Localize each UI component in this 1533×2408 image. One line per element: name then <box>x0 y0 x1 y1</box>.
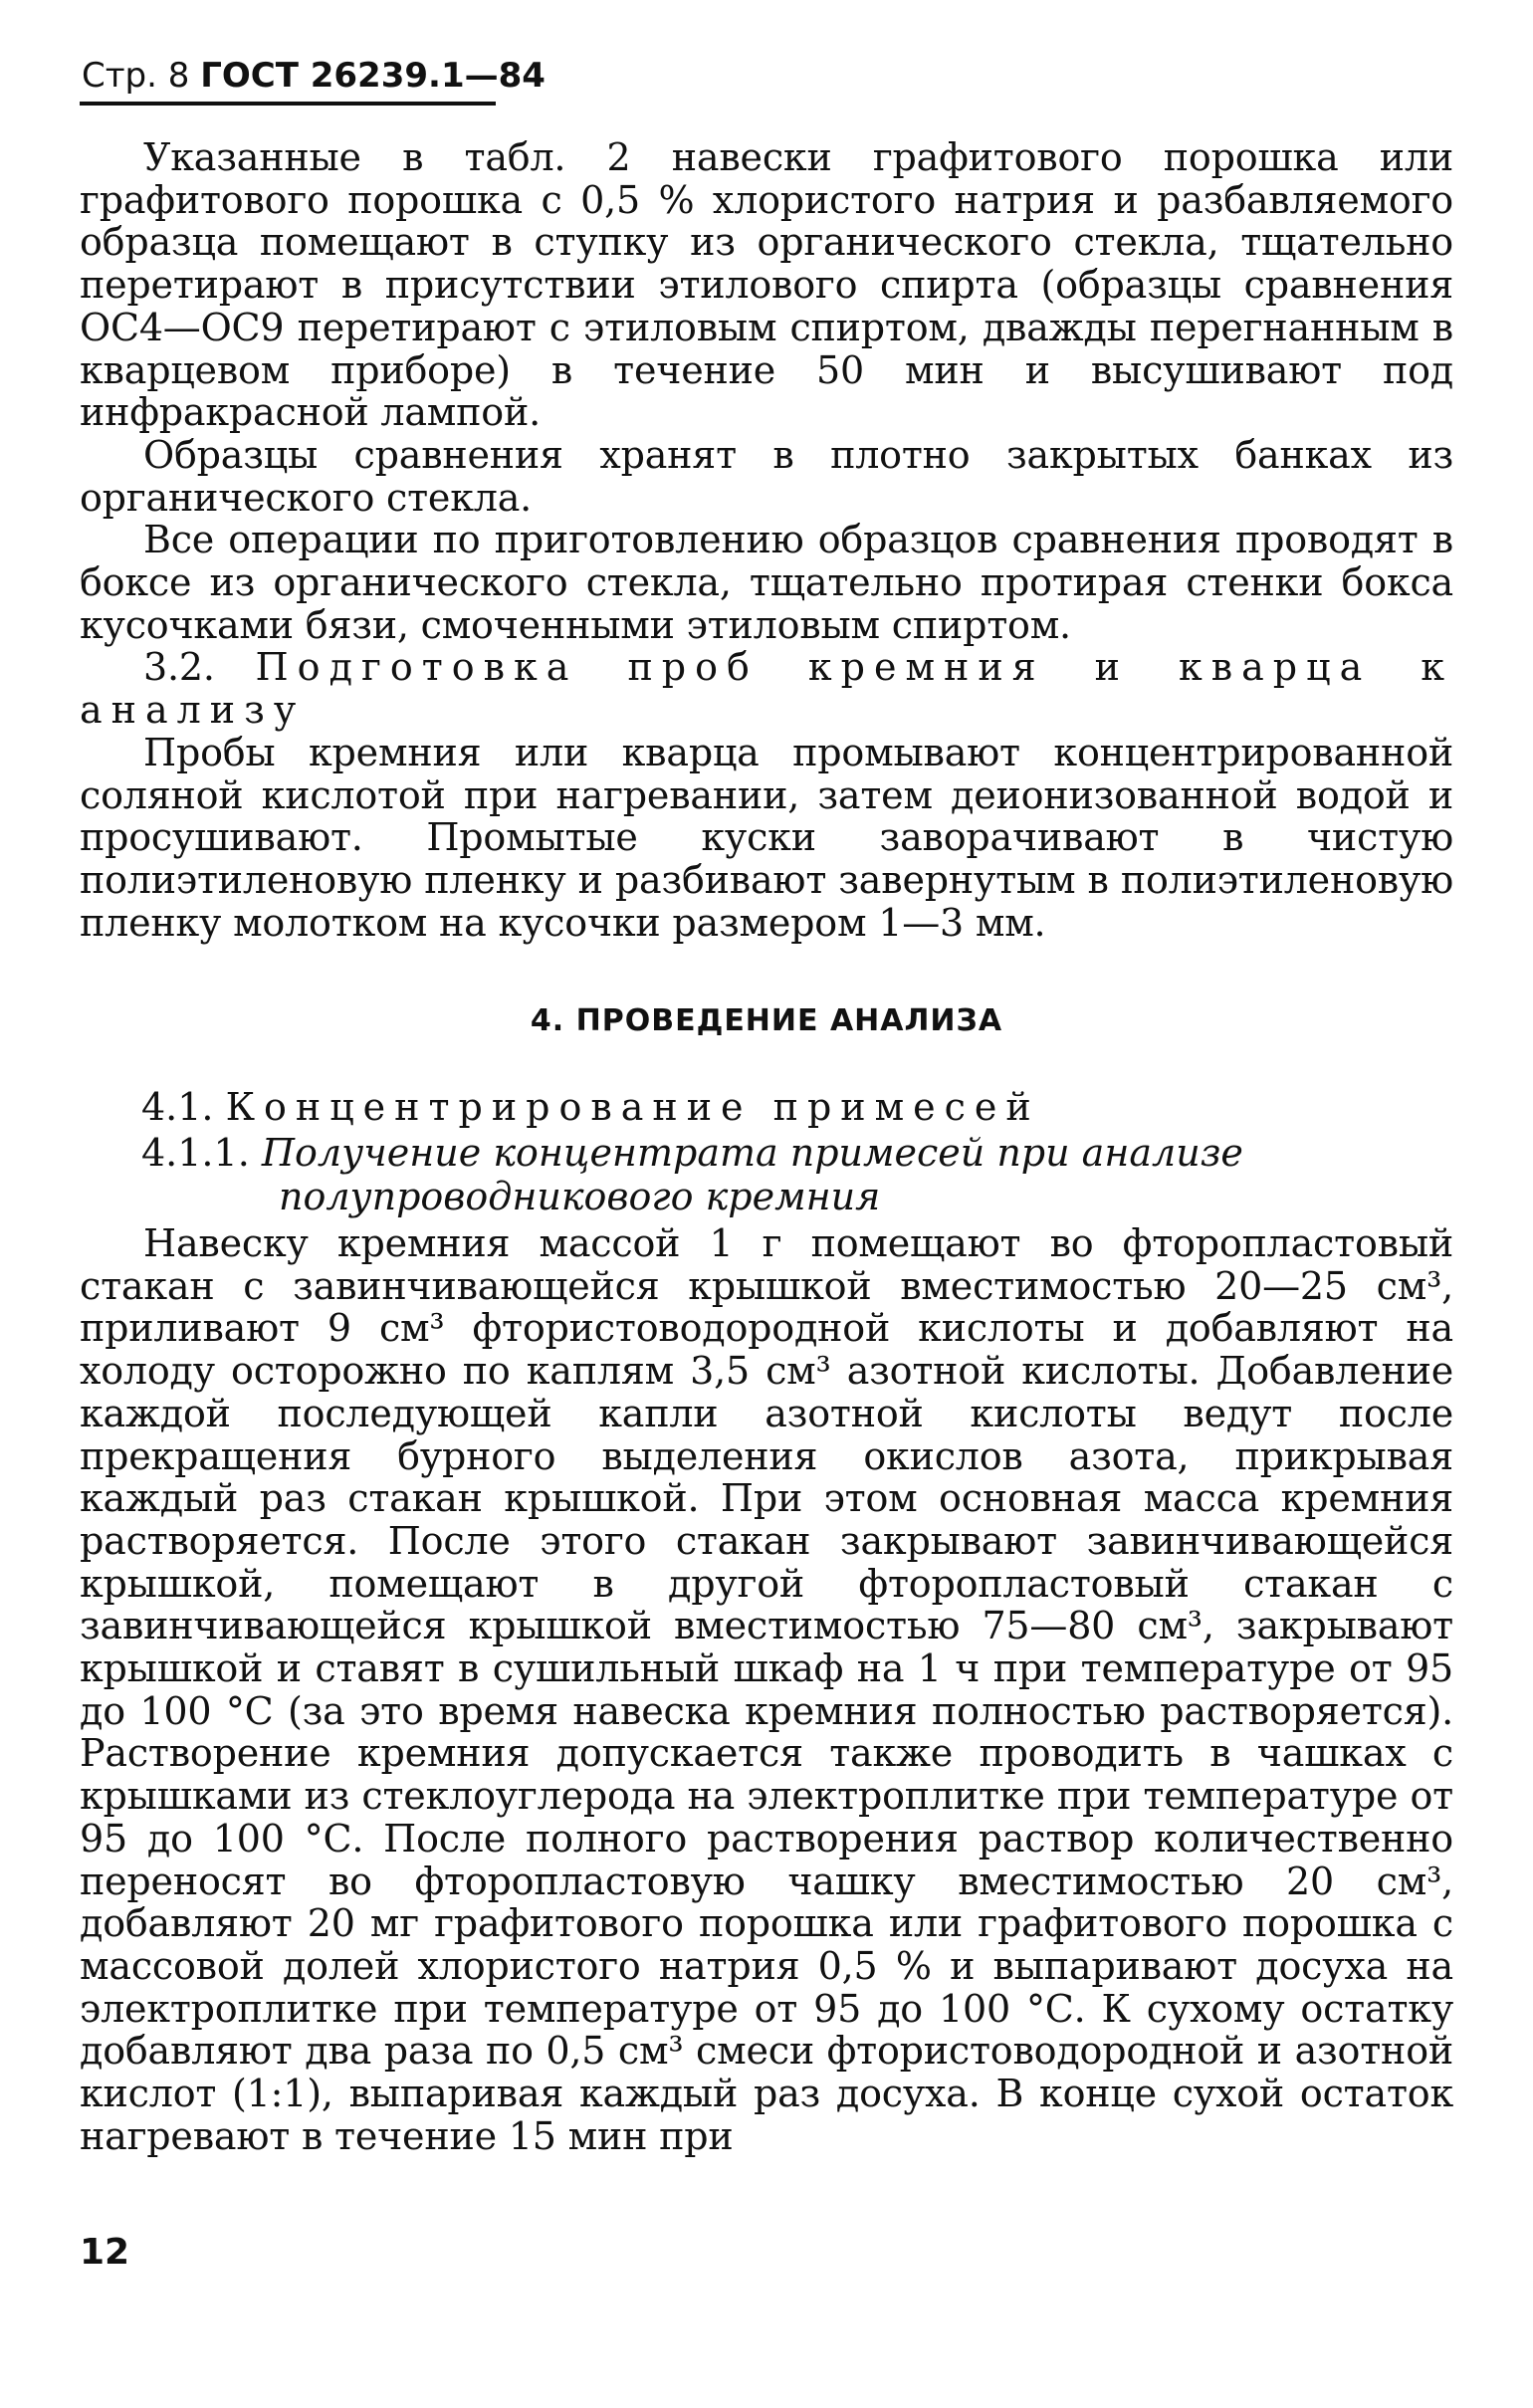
paragraph-storage: Образцы сравнения хранят в плотно закрытых банках из органического стекла. <box>80 432 1453 520</box>
subsection-4-1-number: 4.1. <box>141 1085 214 1129</box>
section-4-heading: 4. ПРОВЕДЕНИЕ АНАЛИЗА <box>530 1003 1003 1038</box>
standard-number: ГОСТ 26239.1—84 <box>200 56 546 96</box>
page-header <box>82 56 546 96</box>
paragraph-sample-prep: Указанные в табл. 2 навески графитового порошка или графитового порошка с 0,5 % хлористого натрия и разбавляемого образца помещают в ступку из органического стекла, тщательно перетирают в присутствии этилового спирта (образцы сравнения ОС4—ОС9 перетирают с этиловым спиртом, дважды перегнанным в кварцевом приборе) в течение 50 мин и высушивают под инфракрасной лампой. <box>80 135 1453 435</box>
subsection-4-1-heading <box>80 1085 1453 1129</box>
paragraph-operations: Все операции по приготовлению образцов сравнения проводят в боксе из органического стекла, тщательно протирая стенки бокса кусочками бязи, смоченными этиловым спиртом. <box>80 518 1453 647</box>
subsection-4-1-1-title: Получение концентрата примесей при анализе полупроводникового кремния <box>261 1131 1243 1218</box>
text-block-bottom <box>80 1085 1453 2157</box>
subsection-3-2-title: Подготовка проб кремния и кварца к анализу <box>80 645 1453 733</box>
paragraph-silicon-dissolution: Навеску кремния массой 1 г помещают во фторопластовый стакан с завинчивающейся крышкой вместимостью 20—25 см³, приливают 9 см³ фтористоводородной кислоты и добавляют на холоду осторожно по каплям 3,5 см³ азотной кислоты. Добавление каждой последующей капли азотной кислоты ведут после прекращения бурного выделения окислов азота, прикрывая каждый раз стакан крышкой. При этом основная масса кремния растворяется. После этого стакан закрывают завинчивающейся крышкой, помещают в другой фторопластовый стакан с завинчивающейся крышкой вместимостью 75—80 см³, закрывают крышкой и ставят в сушильный шкаф на 1 ч при температуре от 95 до 100 °С (за это время навеска кремния полностью растворяется). Растворение кремния допускается также проводить в чашках с крышками из стеклоуглерода на электроплитке при температуре от 95 до 100 °С. После полного растворения раствор количественно переносят во фторопластовую чашку вместимостью 20 см³, добавляют 20 мг графитового порошка или графитового порошка с массовой долей хлористого натрия 0,5 % и выпаривают досуха на электроплитке при температуре от 95 до 100 °С. К сухому остатку добавляют два раза по 0,5 см³ смеси фтористоводородной и азотной кислот (1:1), выпаривая каждый раз досуха. В конце сухой остаток нагревают в течение 15 мин при <box>80 1221 1453 2158</box>
header-rule <box>80 102 496 106</box>
subsection-4-1-title: Концентрирование примесей <box>225 1085 1040 1129</box>
subsection-3-2-number: 3.2. <box>143 645 215 690</box>
page-number: 12 <box>80 2232 130 2273</box>
page-label: Стр. 8 <box>82 56 190 96</box>
subsection-3-2-heading <box>80 646 1453 731</box>
subsection-4-1-1-heading <box>80 1131 1453 1218</box>
text-block-top <box>80 136 1453 944</box>
paragraph-sample-washing: Пробы кремния или кварца промывают концентрированной соляной кислотой при нагревании, затем деионизованной водой и просушивают. Промытые куски заворачивают в чистую полиэтиленовую пленку и разбивают завернутым в полиэтиленовую пленку молотком на кусочки размером 1—3 мм. <box>80 730 1453 945</box>
subsection-4-1-1-number: 4.1.1. <box>141 1131 250 1175</box>
